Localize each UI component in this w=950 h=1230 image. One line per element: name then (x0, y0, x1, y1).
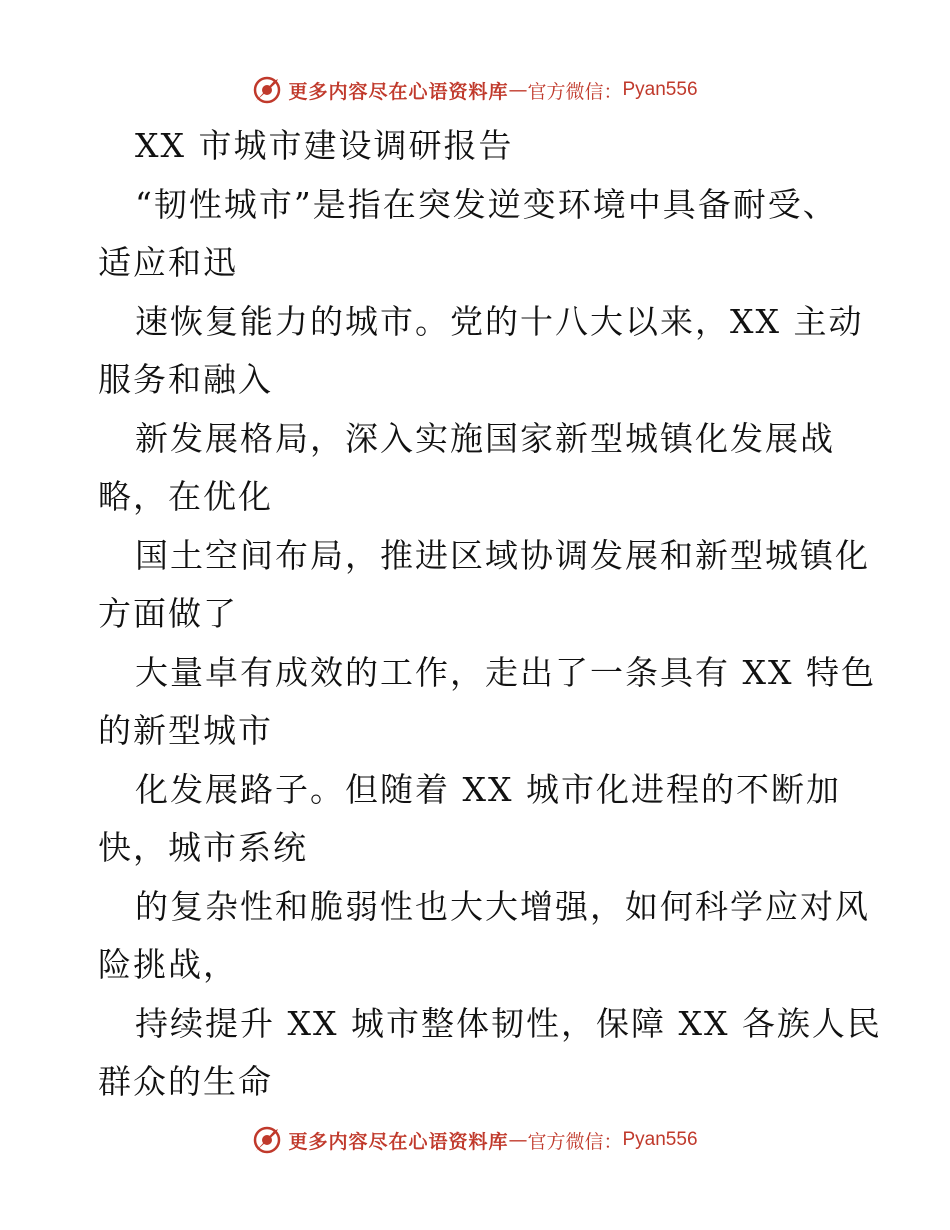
paragraph-line: 新发展格局，深入实施国家新型城镇化发展战 (135, 419, 835, 458)
header-brand-text: 更多内容尽在心语资料库 (288, 80, 509, 103)
paragraph-line: 适应和迅 (98, 243, 238, 282)
paragraph-line: 险挑战， (98, 945, 238, 984)
header-separator: — (508, 79, 528, 101)
footer-wechat-label: 官方微信： (527, 1130, 623, 1153)
paragraph-line: 服务和融入 (98, 360, 273, 399)
paragraph-line: 国土空间布局，推进区域协调发展和新型城镇化 (135, 536, 870, 575)
quill-logo-icon (252, 1125, 282, 1155)
paragraph-line: 持续提升 XX 城市整体韧性，保障 XX 各族人民 (135, 1004, 882, 1043)
paragraph-line: 大量卓有成效的工作，走出了一条具有 XX 特色 (135, 653, 876, 692)
footer-banner (0, 1120, 950, 1160)
footer-separator: — (508, 1129, 528, 1151)
header-wechat-label: 官方微信： (527, 80, 623, 103)
paragraph-line: 方面做了 (98, 594, 238, 633)
paragraph-line: 速恢复能力的城市。党的十八大以来，XX 主动 (135, 302, 864, 341)
paragraph-line: 的复杂性和脆弱性也大大增强，如何科学应对风 (135, 887, 870, 926)
paragraph-line: 的新型城市 (98, 711, 273, 750)
paragraph-line: 略，在优化 (98, 477, 273, 516)
paragraph-line: 化发展路子。但随着 XX 城市化进程的不断加 (135, 770, 841, 809)
paragraph-line: “韧性城市”是指在突发逆变环境中具备耐受、 (135, 185, 838, 224)
paragraph-line: 群众的生命 (98, 1062, 273, 1101)
quill-logo-icon (252, 75, 282, 105)
document-title: XX 市城市建设调研报告 (135, 126, 514, 165)
header-banner (0, 70, 950, 110)
footer-wechat-id: Pyan556 (622, 1129, 698, 1150)
paragraph-line: 快，城市系统 (98, 828, 308, 867)
footer-brand-text: 更多内容尽在心语资料库 (288, 1130, 509, 1153)
header-wechat-id: Pyan556 (622, 79, 698, 100)
